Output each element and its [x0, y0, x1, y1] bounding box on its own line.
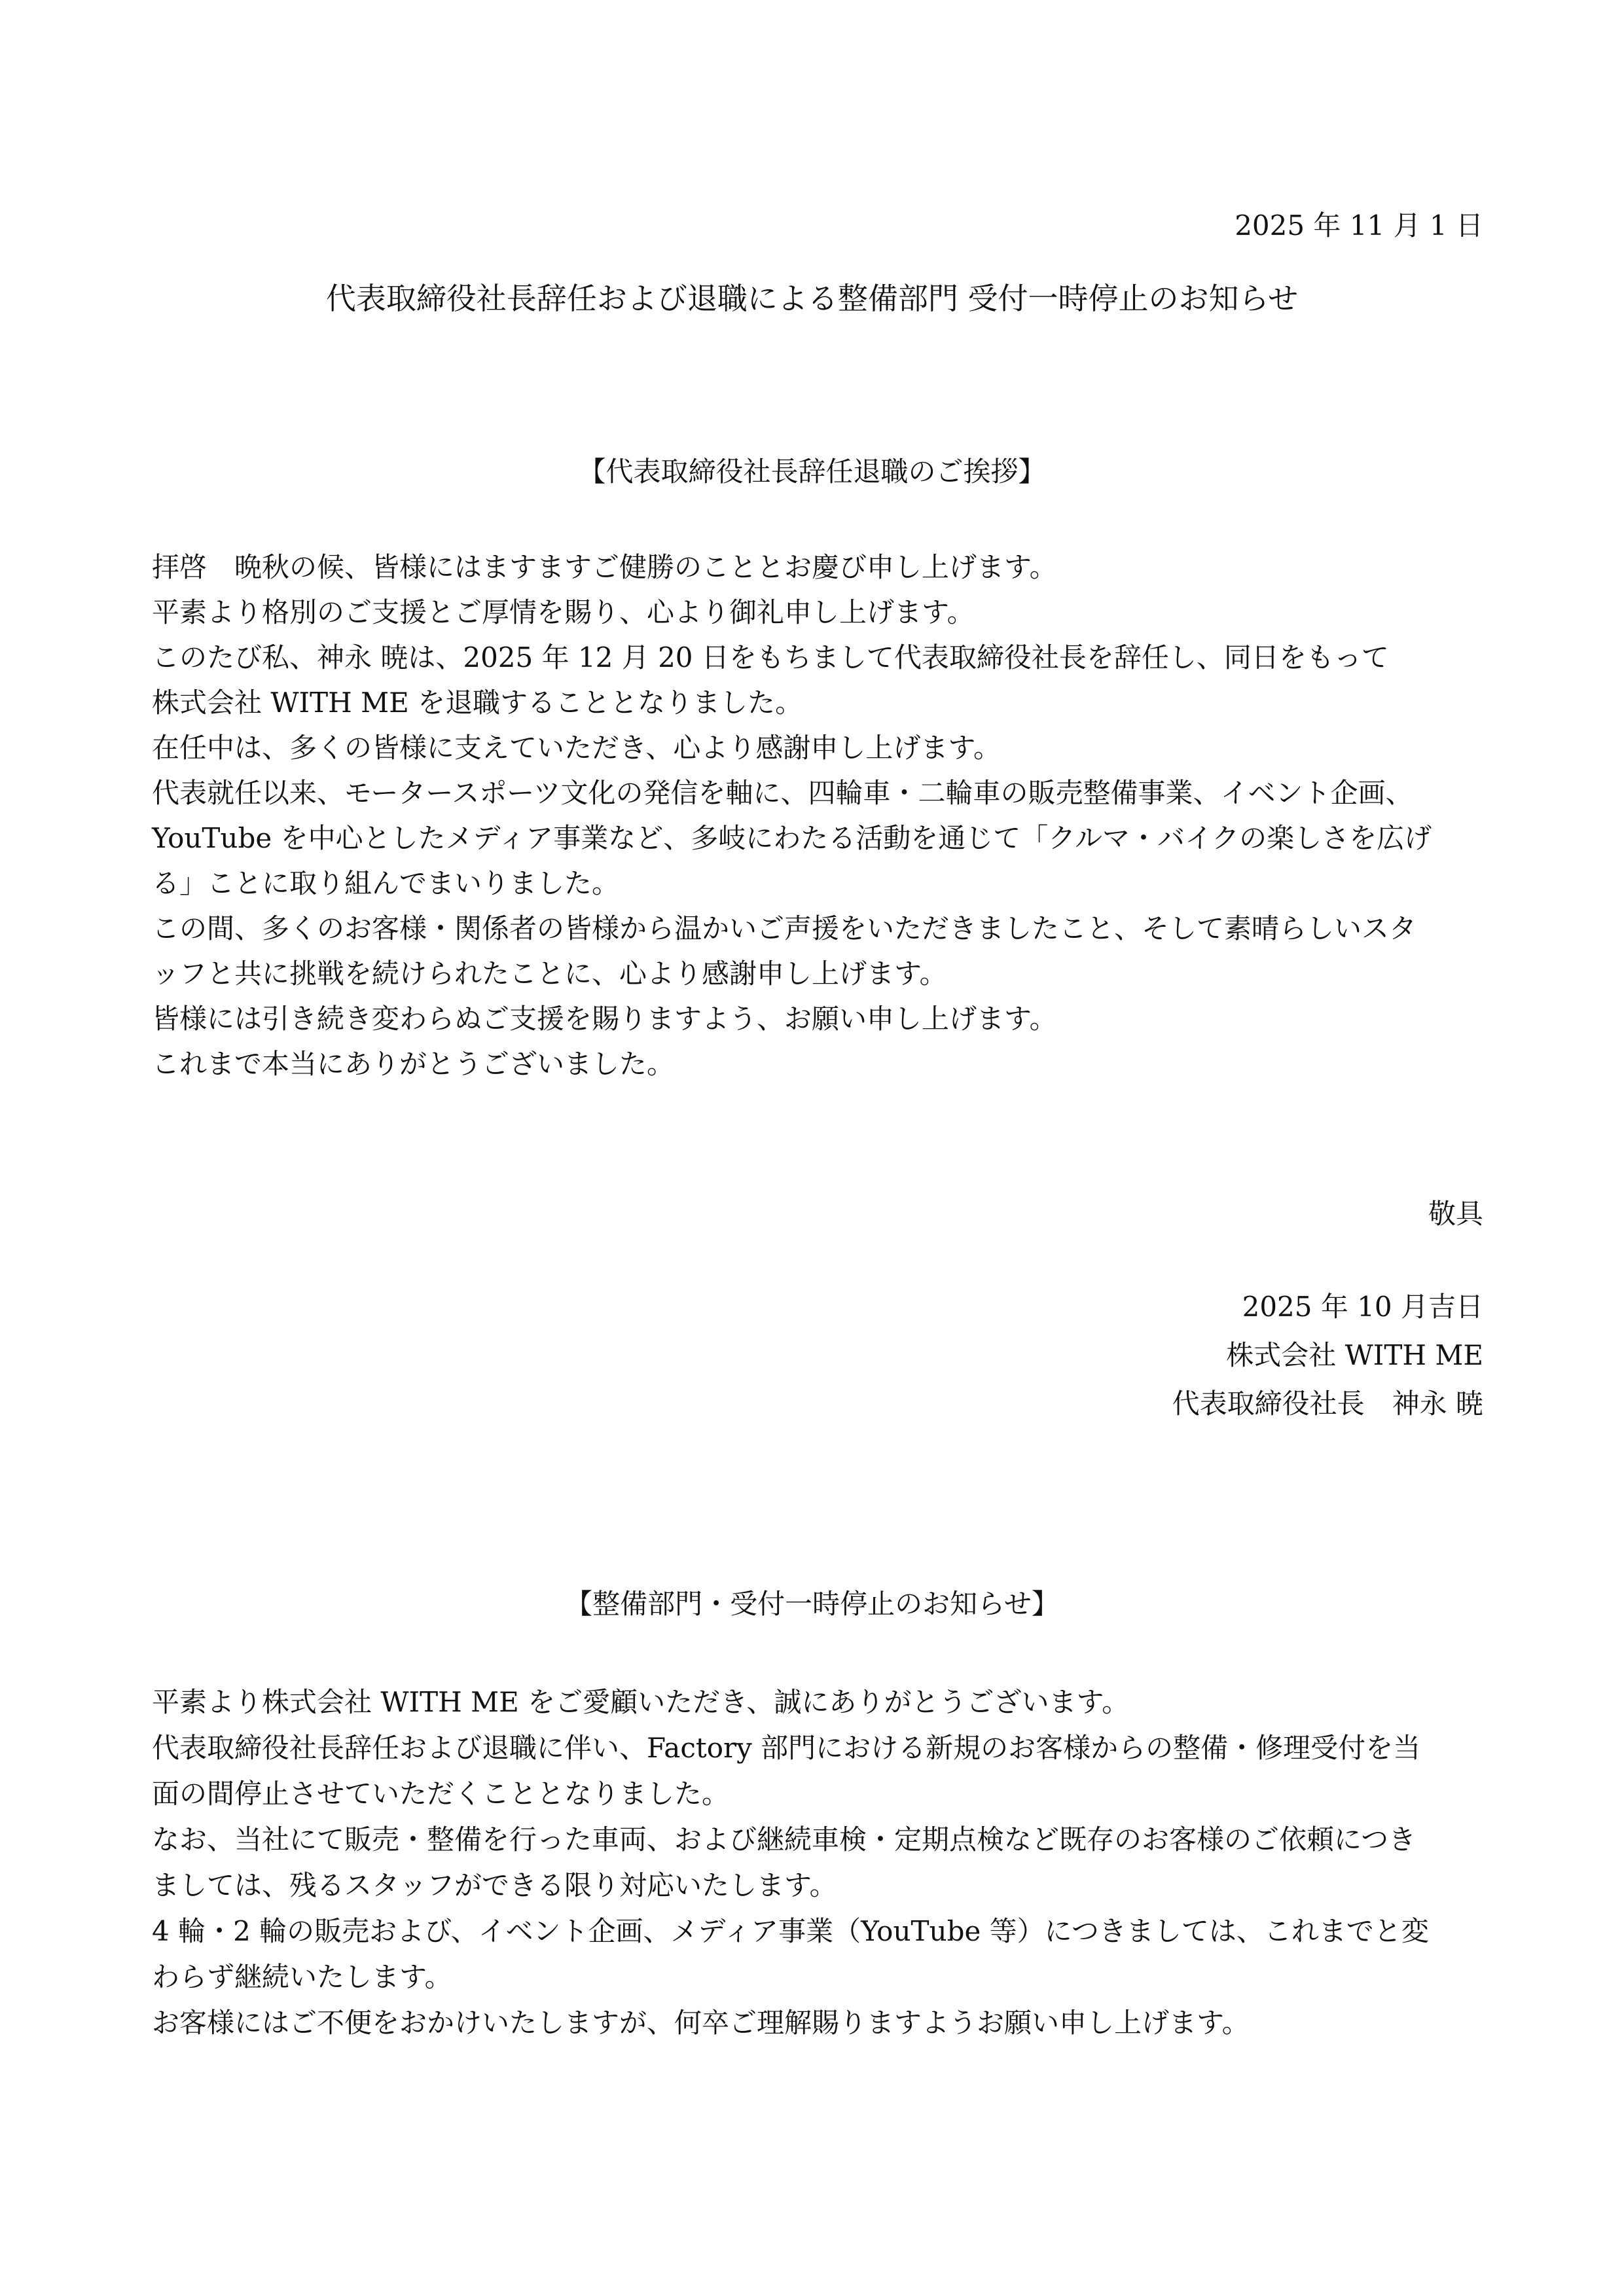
body-line: 平素より格別のご支援とご厚情を賜り、心より御礼申し上げます。 [152, 596, 975, 628]
body-line: 拝啓 晩秋の候、皆様にはますますご健勝のこととお慶び申し上げます。 [152, 551, 1057, 583]
body-line: 平素より株式会社 WITH ME をご愛顧いただき、誠にありがとうございます。 [152, 1686, 1130, 1718]
body-line: この間、多くのお客様・関係者の皆様から温かいご声援をいただきましたこと、そして素晴らしいスタ [152, 912, 1417, 944]
body-line: YouTube を中心としたメディア事業など、多岐にわたる活動を通じて「クルマ・バイクの楽しさを広げ [152, 822, 1432, 854]
body-line: 皆様には引き続き変わらぬご支援を賜りますよう、お願い申し上げます。 [152, 1003, 1057, 1035]
document-date: 2025 年 11 月 1 日 [1235, 209, 1483, 242]
body-line: なお、当社にて販売・整備を行った車両、および継続車検・定期点検など既存のお客様のご依頼につき [152, 1823, 1416, 1856]
body-line: 代表取締役社長辞任および退職に伴い、Factory 部門における新規のお客様からの整備・修理受付を当 [152, 1732, 1421, 1764]
body-line: わらず継続いたします。 [152, 1961, 452, 1993]
body-line: 在任中は、多くの皆様に支えていただき、心より感謝申し上げます。 [152, 732, 1001, 764]
body-line: ッフと共に挑戦を続けられたことに、心より感謝申し上げます。 [152, 958, 947, 990]
body-line: お客様にはご不便をおかけいたしますが、何卒ご理解賜りますようお願い申し上げます。 [152, 2007, 1250, 2039]
body-line: このたび私、神永 暁は、2025 年 12 月 20 日をもちまして代表取締役社長を辞任し、同日をもって [152, 641, 1389, 673]
signature-name: 代表取締役社長 神永 暁 [1172, 1388, 1483, 1420]
section1-heading: 【代表取締役社長辞任退職のご挨拶】 [578, 456, 1046, 488]
signature-company: 株式会社 WITH ME [1226, 1339, 1483, 1371]
body-line: 面の間停止させていただくこととなりました。 [152, 1778, 730, 1810]
body-line: 代表就任以来、モータースポーツ文化の発信を軸に、四輪車・二輪車の販売整備事業、イベント企画、 [152, 777, 1413, 809]
document-title: 代表取締役社長辞任および退職による整備部門 受付一時停止のお知らせ [325, 281, 1299, 316]
signature-date: 2025 年 10 月吉日 [1242, 1291, 1483, 1323]
closing-keigu: 敬具 [1428, 1198, 1483, 1230]
signature-block [1172, 1283, 1483, 1428]
body-line: ましては、残るスタッフができる限り対応いたします。 [152, 1869, 837, 1901]
body-line: これまで本当にありがとうございました。 [152, 1048, 675, 1080]
body-line: 4 輪・2 輪の販売および、イベント企画、メディア事業（YouTube 等）につきましては、これまでと変 [152, 1915, 1429, 1947]
section2-body [152, 1679, 1494, 2046]
section1-body [152, 545, 1494, 1086]
body-line: る」ことに取り組んでまいりました。 [152, 867, 620, 899]
section2-heading: 【整備部門・受付一時停止のお知らせ】 [565, 1588, 1059, 1620]
body-line: 株式会社 WITH ME を退職することとなりました。 [152, 687, 803, 719]
